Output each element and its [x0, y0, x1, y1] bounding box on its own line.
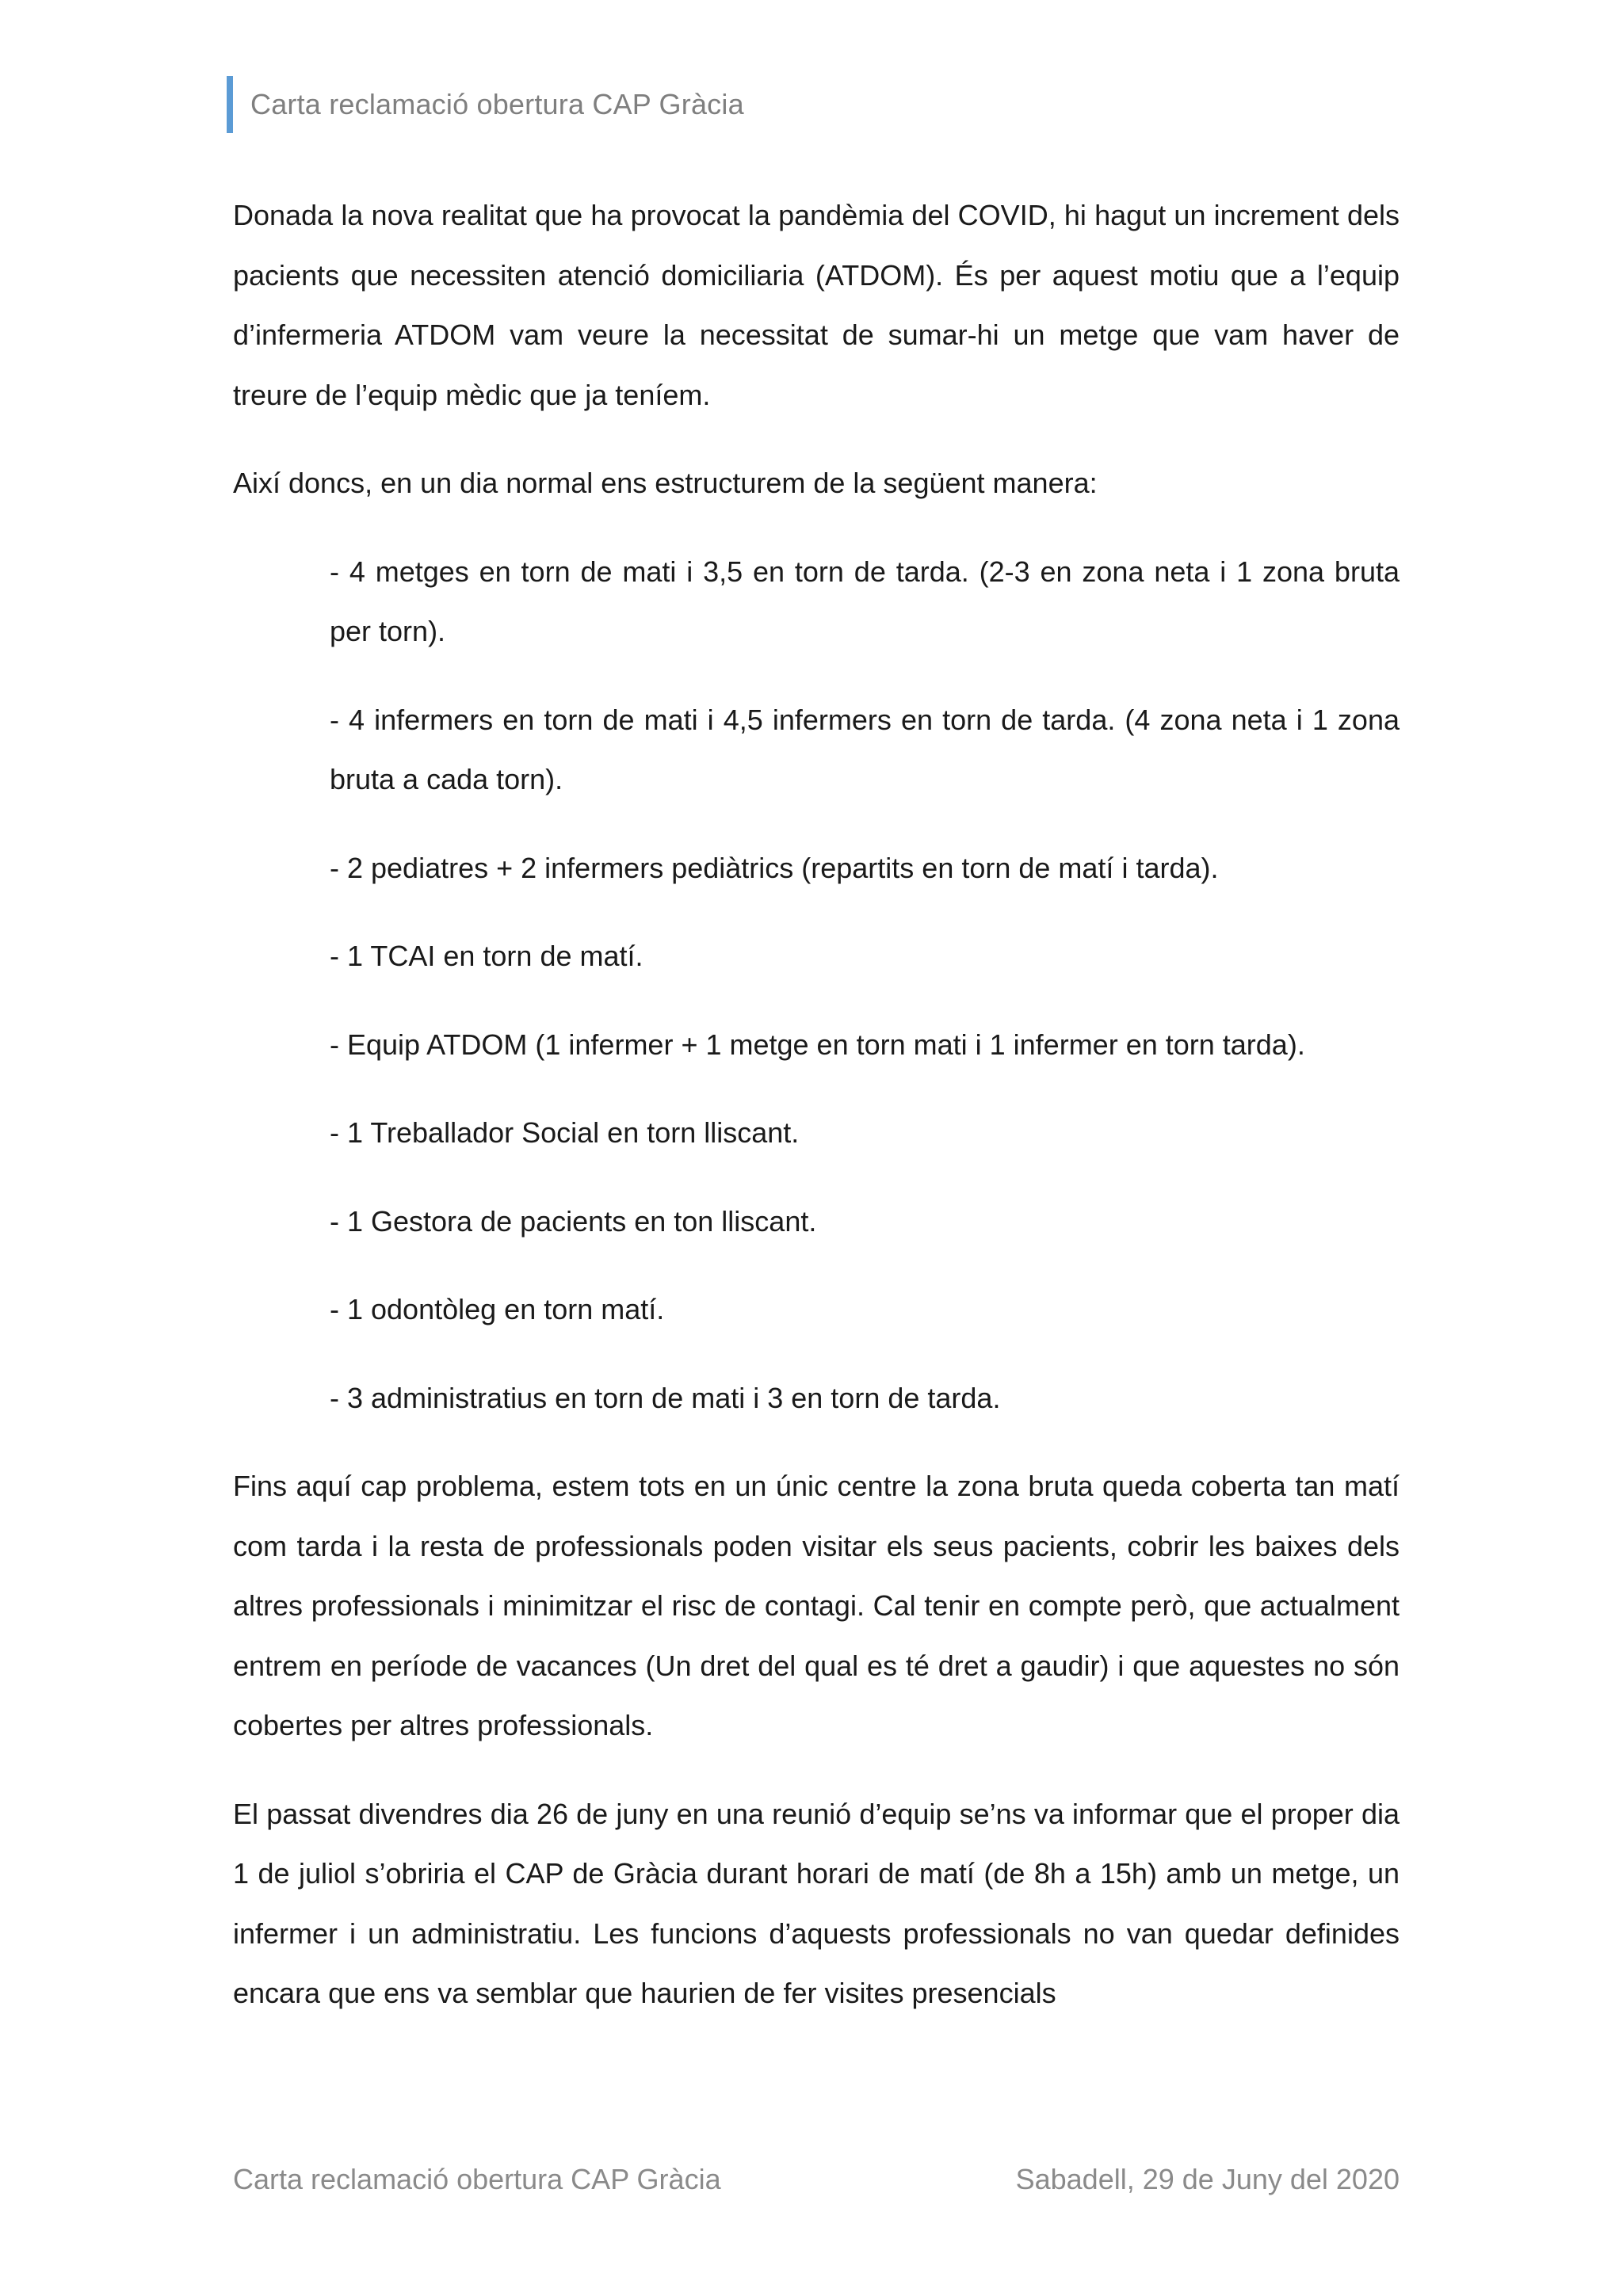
list-item: - 4 infermers en torn de mati i 4,5 infermers en torn de tarda. (4 zona neta i 1 zona bruta a cada torn). [330, 703, 1400, 795]
list-item: - 1 Treballador Social en torn lliscant. [330, 1116, 800, 1149]
paragraph-meeting: El passat divendres dia 26 de juny en una reunió d’equip se’ns va informar que el proper dia 1 de juliol s’obriria el CAP de Gràcia durant horari de matí (de 8h a 15h) amb un metge, un infermer i un administratiu. Les funcions d’aquests professionals no van quedar definides encara que ens va semblar que haurien de fer visites presencials [233, 1797, 1400, 2009]
list-item: - 4 metges en torn de mati i 3,5 en torn de tarda. (2-3 en zona neta i 1 zona bruta per torn). [330, 555, 1400, 647]
list-item: - 3 administratius en torn de mati i 3 en torn de tarda. [330, 1381, 1001, 1414]
list-item: - 1 Gestora de pacients en ton lliscant. [330, 1204, 817, 1238]
paragraph-intro: Donada la nova realitat que ha provocat la pandèmia del COVID, hi hagut un increment dels pacients que necessiten atenció domiciliaria (ATDOM). És per aquest motiu que a l’equip d’infermeria ATDOM vam veure la necessitat de sumar-hi un metge que vam haver de treure de l’equip mèdic que ja teníem. [233, 199, 1400, 411]
staff-list [330, 542, 1400, 1428]
paragraph-structure-lead: Així doncs, en un dia normal ens estructurem de la següent manera: [233, 467, 1098, 499]
list-item: - 1 TCAI en torn de matí. [330, 940, 643, 972]
page-footer [233, 2163, 1400, 2196]
list-item: - 1 odontòleg en torn matí. [330, 1293, 665, 1325]
footer-date: Sabadell, 29 de Juny del 2020 [1015, 2163, 1400, 2195]
document-body [233, 185, 1400, 2052]
header-accent-bar [227, 76, 233, 133]
header-title: Carta reclamació obertura CAP Gràcia [250, 88, 744, 120]
footer-title: Carta reclamació obertura CAP Gràcia [233, 2163, 721, 2195]
list-item: - Equip ATDOM (1 infermer + 1 metge en torn mati i 1 infermer en torn tarda). [330, 1028, 1305, 1061]
page-header [227, 76, 744, 133]
list-item: - 2 pediatres + 2 infermers pediàtrics (repartits en torn de matí i tarda). [330, 851, 1219, 884]
paragraph-situation: Fins aquí cap problema, estem tots en un únic centre la zona bruta queda coberta tan matí com tarda i la resta de professionals poden visitar els seus pacients, cobrir les baixes dels altres professionals i minimitzar el risc de contagi. Cal tenir en compte però, que actualment entrem en període de vacances (Un dret del qual es té dret a gaudir) i que aquestes no són cobertes per altres professionals. [233, 1470, 1400, 1741]
